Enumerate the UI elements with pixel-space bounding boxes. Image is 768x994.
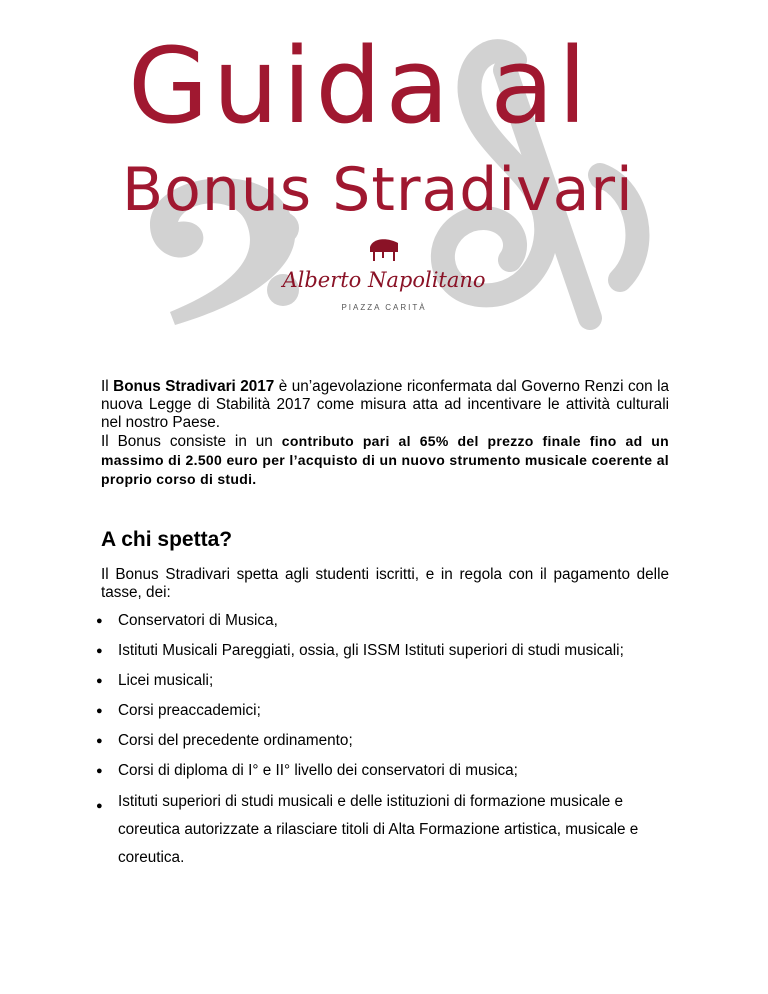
- intro-text: [101, 378, 669, 489]
- list-item: ● Corsi del precedente ordinamento;: [96, 732, 353, 749]
- grand-piano-icon: [367, 235, 401, 263]
- section-paragraph: Il Bonus Stradivari spetta agli studenti iscritti, e in regola con il pagamento delle tasse, dei:: [101, 566, 669, 601]
- bullet-icon: ●: [96, 645, 103, 657]
- list-item: ● Istituti superiori di studi musicali e delle istituzioni di formazione musicale e coreutica autorizzate a rilasciare titoli di Alta Formazione artistica, musicale e coreutica.: [96, 793, 639, 866]
- section-heading: A chi spetta?: [101, 528, 233, 551]
- list-item: ● Corsi di diploma di I° e II° livello dei conservatori di musica;: [96, 762, 518, 779]
- bullet-icon: ●: [96, 675, 103, 687]
- page-title: Guida al: [128, 25, 591, 147]
- brand-logo-subtitle: PIAZZA CARITÀ: [341, 303, 427, 312]
- list-item: ● Corsi preaccademici;: [96, 702, 261, 719]
- eligible-institutions-list: [88, 612, 688, 884]
- bullet-icon: ●: [96, 765, 103, 777]
- list-item: ● Conservatori di Musica,: [96, 612, 278, 629]
- brand-logo-name: Alberto Napolitano: [282, 268, 486, 292]
- bullet-icon: ●: [96, 705, 103, 717]
- intro-paragraph-2: Il Bonus consiste in un contributo pari al 65% del prezzo finale fino ad un massimo di 2.500 euro per l’acquisto di un nuovo strumento musicale coerente al proprio corso di studi.: [101, 433, 669, 487]
- bullet-icon: ●: [96, 800, 103, 812]
- intro-paragraph-1: Il Bonus Stradivari 2017 è un’agevolazione riconfermata dal Governo Renzi con la nuova Legge di Stabilità 2017 come misura atta ad incentivare le attività culturali nel nostro Paese.: [101, 378, 669, 431]
- list-item: ● Istituti Musicali Pareggiati, ossia, gli ISSM Istituti superiori di studi musicali;: [96, 642, 624, 659]
- bullet-icon: ●: [96, 735, 103, 747]
- page-subtitle: Bonus Stradivari: [122, 155, 634, 225]
- bullet-icon: ●: [96, 615, 103, 627]
- header-banner: [0, 0, 768, 330]
- list-item: ● Licei musicali;: [96, 672, 214, 689]
